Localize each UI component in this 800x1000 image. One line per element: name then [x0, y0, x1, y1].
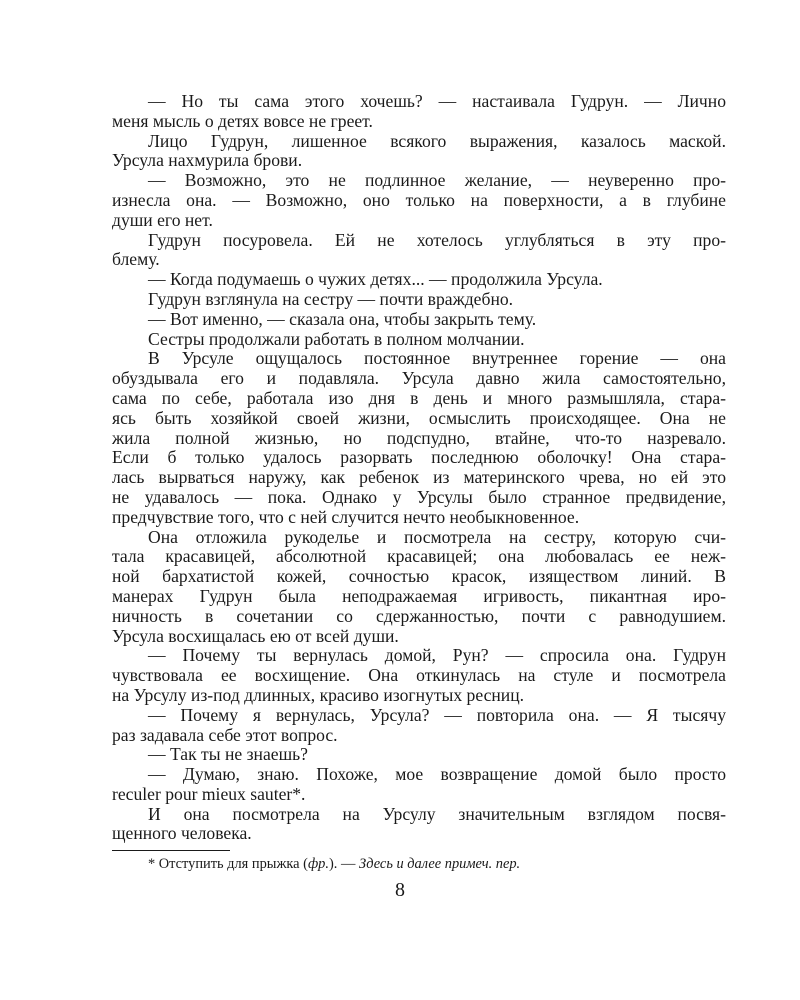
text-line: Урсула нахмурила брови. [112, 150, 303, 171]
text-line: — Когда подумаешь о чужих детях... — продолжила Урсула. [148, 269, 603, 290]
text-line: — Вот именно, — сказала она, чтобы закрыть тему. [148, 308, 537, 329]
footnote-note: Здесь и далее примеч. пер. [358, 856, 521, 873]
text-line: на Урсулу из-под длинных, красиво изогнутых ресниц. [112, 684, 525, 705]
footnote-middle: ). — [328, 856, 359, 873]
text-line: Гудрун посуровела. Ей не хотелось углубляться в эту про- [148, 229, 726, 250]
footnote-divider [112, 850, 230, 851]
text-line: чувствовала ее восхищение. Она откинулась на стуле и посмотрела [112, 665, 726, 686]
text-line: тала красавицей, абсолютной красавицей; она любовалась ее неж- [112, 546, 726, 567]
footnote-marker: * Отступить для прыжка ( [148, 856, 308, 873]
text-line: не удавалось — пока. Однако у Урсулы было странное предвидение, [112, 486, 726, 507]
text-line: В Урсуле ощущалось постоянное внутреннее горение — она [148, 348, 726, 369]
text-line: души его нет. [112, 209, 213, 230]
text-line: меня мысль о детях вовсе не греет. [112, 110, 373, 131]
text-line: ничность в сочетании со сдержанностью, почти с равнодушием. [112, 605, 726, 626]
text-line: раз задавала себе этот вопрос. [112, 724, 338, 745]
text-line: блему. [112, 249, 160, 270]
text-line: Она отложила рукоделье и посмотрела на сестру, которую счи- [148, 526, 726, 547]
text-line: Лицо Гудрун, лишенное всякого выражения, казалось маской. [148, 130, 726, 151]
text-line: обуздывала его и подавляла. Урсула давно жила самостоятельно, [112, 368, 726, 389]
text-line: манерах Гудрун была неподражаемая игривость, пикантная иро- [112, 585, 726, 606]
text-line: Сестры продолжали работать в полном молчании. [148, 328, 525, 349]
page-number: 8 [395, 879, 405, 901]
text-line: И она посмотрела на Урсулу значительным взглядом посвя- [148, 803, 726, 824]
text-line: — Почему я вернулась, Урсула? — повторила она. — Я тысячу [148, 704, 726, 725]
text-line: жила полной жизнью, но подспудно, втайне, что-то назревало. [112, 427, 726, 448]
book-page [112, 92, 726, 873]
text-line: лась вырваться наружу, как ребенок из материнского чрева, но ей это [112, 467, 726, 488]
text-line: reculer pour mieux sauter*. [112, 783, 306, 804]
text-line: ясь быть хозяйкой своей жизни, осмыслить происходящее. Она не [112, 407, 726, 428]
text-line: Урсула восхищалась ею от всей души. [112, 625, 399, 646]
text-line: щенного человека. [112, 823, 252, 844]
footnote [112, 855, 726, 873]
text-line: — Думаю, знаю. Похоже, мое возвращение домой было просто [148, 764, 726, 785]
text-line: — Почему ты вернулась домой, Рун? — спросила она. Гудрун [148, 645, 726, 666]
text-line: — Но ты сама этого хочешь? — настаивала Гудрун. — Лично [148, 91, 726, 111]
text-line: изнесла она. — Возможно, оно только на поверхности, а в глубине [112, 189, 726, 210]
text-line: Если б только удалось разорвать последнюю оболочку! Она стара- [112, 447, 726, 468]
text-line: — Возможно, это не подлинное желание, — неуверенно про- [148, 170, 726, 191]
text-line: сама по себе, работала изо дня в день и много размышляла, стара- [112, 387, 726, 408]
text-line: предчувствие того, что с ней случится нечто необыкновенное. [112, 506, 580, 527]
text-line: — Так ты не знаешь? [148, 744, 308, 765]
footnote-abbrev: фр. [307, 856, 329, 873]
text-line: ной бархатистой кожей, сочностью красок, изяществом линий. В [112, 566, 726, 587]
text-line: Гудрун взглянула на сестру — почти враждебно. [148, 288, 514, 309]
body-text [112, 92, 726, 844]
